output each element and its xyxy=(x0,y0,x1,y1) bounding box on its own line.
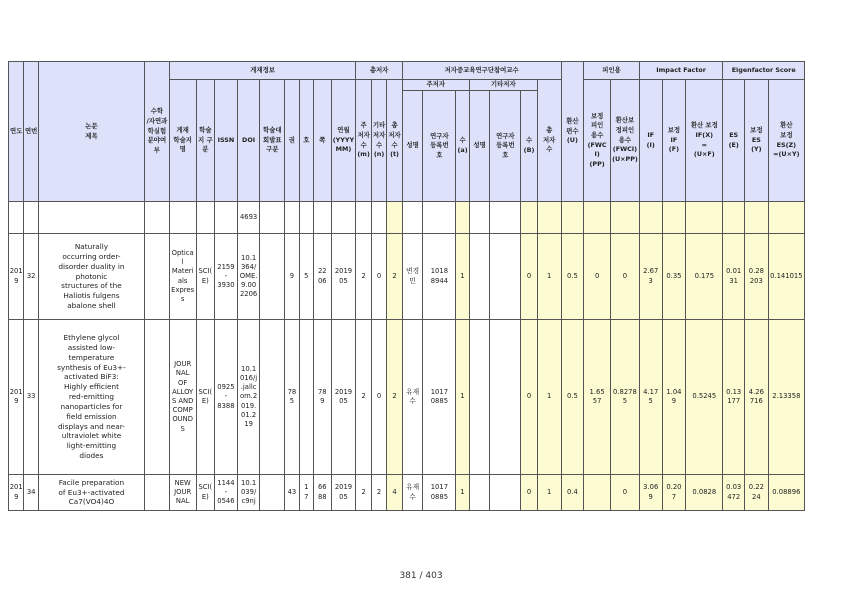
cell-f: 1.04 9 xyxy=(662,320,686,475)
cell-z: 2.13358 xyxy=(768,320,804,475)
header-main-count: 주 저자 수 (m) xyxy=(356,80,371,202)
header-es: ES (E) xyxy=(723,80,745,202)
cell-regno: 1017 0885 xyxy=(423,475,456,511)
cell-z: 0.08896 xyxy=(768,475,804,511)
header-other-regno: 연구자 등록번 호 xyxy=(490,91,521,202)
cell-total: 1 xyxy=(537,320,561,475)
cell-seq: 33 xyxy=(24,320,38,475)
cell-y xyxy=(745,202,769,234)
cell-a: 1 xyxy=(456,234,469,320)
cell-mgmt xyxy=(260,202,285,234)
cell-oregno xyxy=(490,475,521,511)
cell-vol: 78 5 xyxy=(285,320,299,475)
header-issn: ISSN xyxy=(215,80,238,202)
cell-name: 유재 수 xyxy=(402,320,423,475)
cell-math xyxy=(145,320,170,475)
header-participants: 저자중교육연구단참여교수 xyxy=(402,62,561,80)
cell-u xyxy=(561,202,584,234)
cell-oname xyxy=(469,320,490,475)
header-year: 연도 xyxy=(9,62,24,202)
header-no: 호 xyxy=(299,80,313,202)
cell-oname xyxy=(469,475,490,511)
cell-x: 0.0828 xyxy=(686,475,723,511)
cell-doi: 10.1 364/ OME. 9.00 2206 xyxy=(237,234,260,320)
cell-jclass xyxy=(196,202,215,234)
cell-upp xyxy=(611,202,640,234)
cell-upp: 0 xyxy=(611,475,640,511)
cell-f: 0.20 7 xyxy=(662,475,686,511)
cell-pp xyxy=(584,202,611,234)
cell-doi: 10.1 016/j .jallc om.2 019. 01.2 19 xyxy=(237,320,260,475)
cell-vol xyxy=(285,202,299,234)
cell-regno xyxy=(423,202,456,234)
cell-year xyxy=(9,202,24,234)
cell-f: 0.35 xyxy=(662,234,686,320)
cell-oregno xyxy=(490,202,521,234)
cell-e xyxy=(723,202,745,234)
cell-doi: 10.1 039/ c9nj xyxy=(237,475,260,511)
header-math: 수학 /자연과 학실험 분야여 부 xyxy=(145,62,170,202)
cell-m: 2 xyxy=(356,234,371,320)
header-name: 성명 xyxy=(402,91,423,202)
cell-y: 4.26 716 xyxy=(745,320,769,475)
header-other-name: 성명 xyxy=(469,91,490,202)
cell-journal: NEW JOUR NAL xyxy=(169,475,196,511)
cell-no: 5 xyxy=(299,234,313,320)
cell-seq: 32 xyxy=(24,234,38,320)
table-row xyxy=(9,320,805,475)
cell-upp: 0.8278 5 xyxy=(611,320,640,475)
cell-year: 201 9 xyxy=(9,234,24,320)
cell-z xyxy=(768,202,804,234)
cell-oname xyxy=(469,202,490,234)
cell-doi: 4693 xyxy=(237,202,260,234)
header-vol: 권 xyxy=(285,80,299,202)
cell-e: 0.01 31 xyxy=(723,234,745,320)
header-impact-factor: Impact Factor xyxy=(639,62,722,80)
header-seq: 연번 xyxy=(24,62,38,202)
cell-e: 0.03 472 xyxy=(723,475,745,511)
cell-upp: 0 xyxy=(611,234,640,320)
cell-title: Ethylene glycol assisted low- temperature synthesis of Eu3+- activated BiF3: Highly efficient red-emitting nanoparticles for field emission displays and near- ultraviolet white light-emitting diodes xyxy=(38,320,144,475)
cell-x: 0.175 xyxy=(686,234,723,320)
page-number: 381 / 403 xyxy=(399,571,443,581)
cell-m xyxy=(356,202,371,234)
cell-issn xyxy=(215,202,238,234)
header-if: IF (I) xyxy=(639,80,662,202)
cell-i: 2.67 3 xyxy=(639,234,662,320)
header-other-group: 기타저자 xyxy=(469,80,537,91)
header-page: 쪽 xyxy=(314,80,332,202)
header-jclass: 학술 지 구 분 xyxy=(196,80,215,202)
cell-issn: 2159 - 3930 xyxy=(215,234,238,320)
cell-total: 1 xyxy=(537,234,561,320)
cell-issn: 0925 - 8388 xyxy=(215,320,238,475)
cell-f xyxy=(662,202,686,234)
cell-y: 0.28 203 xyxy=(745,234,769,320)
header-other-count: 기타 저자 수 (n) xyxy=(371,80,386,202)
cell-math xyxy=(145,475,170,511)
header-authors: 총저자 xyxy=(356,62,402,80)
cell-n xyxy=(371,202,386,234)
cell-no xyxy=(299,202,313,234)
header-if-adj: 보정 IF (F) xyxy=(662,80,686,202)
cell-n: 0 xyxy=(371,234,386,320)
cell-ym xyxy=(331,202,356,234)
cell-i xyxy=(639,202,662,234)
cell-u: 0.5 xyxy=(561,320,584,475)
header-conv-fwci: 환산보 정피인 용수 (FWCI) (U×PP) xyxy=(611,80,640,202)
cell-jclass: SCI( E) xyxy=(196,234,215,320)
cell-t: 2 xyxy=(387,320,402,475)
cell-vol: 43 xyxy=(285,475,299,511)
cell-mgmt xyxy=(260,234,285,320)
cell-total: 1 xyxy=(537,475,561,511)
cell-year: 201 9 xyxy=(9,475,24,511)
header-ym: 연월 (YYYY MM) xyxy=(331,80,356,202)
cell-pp xyxy=(584,475,611,511)
header-journal: 게재 학술지 명 xyxy=(169,80,196,202)
header-total-authors: 총 저자 수 xyxy=(537,80,561,202)
cell-title: Facile preparation of Eu3+-activated Ca7(VO4)4O xyxy=(38,475,144,511)
cell-ym: 2019 05 xyxy=(331,234,356,320)
cell-b xyxy=(521,202,537,234)
table-row xyxy=(9,202,805,234)
header-mgmt: 학술대 회발표 구분 xyxy=(260,80,285,202)
table-row xyxy=(9,475,805,511)
cell-total xyxy=(537,202,561,234)
cell-year: 201 9 xyxy=(9,320,24,475)
cell-oname xyxy=(469,234,490,320)
cell-name xyxy=(402,202,423,234)
cell-pp: 1.65 57 xyxy=(584,320,611,475)
cell-e: 0.13 177 xyxy=(723,320,745,475)
cell-journal xyxy=(169,202,196,234)
cell-jclass: SCI( E) xyxy=(196,320,215,475)
header-doi: DOI xyxy=(237,80,260,202)
cell-u: 0.5 xyxy=(561,234,584,320)
cell-t xyxy=(387,202,402,234)
header-pubinfo: 게재정보 xyxy=(169,62,356,80)
header-if-conv: 환산 보정 IF(X) = (U×F) xyxy=(686,80,723,202)
cell-i: 4.17 5 xyxy=(639,320,662,475)
cell-ym: 2019 05 xyxy=(331,320,356,475)
cell-journal: JOUR NAL OF ALLOY S AND COMP OUND S xyxy=(169,320,196,475)
cell-seq: 34 xyxy=(24,475,38,511)
cell-mgmt xyxy=(260,475,285,511)
header-es-adj: 보정 ES (Y) xyxy=(745,80,769,202)
cell-regno: 1018 8944 xyxy=(423,234,456,320)
cell-y: 0.22 24 xyxy=(745,475,769,511)
header-title: 논문 제목 xyxy=(38,62,144,202)
cell-n: 2 xyxy=(371,475,386,511)
cell-oregno xyxy=(490,234,521,320)
cell-a: 1 xyxy=(456,320,469,475)
header-citation: 피인용 xyxy=(584,62,640,80)
cell-math xyxy=(145,234,170,320)
cell-no xyxy=(299,320,313,475)
cell-page: 78 9 xyxy=(314,320,332,475)
cell-title: Naturally occurring order- disorder duality in photonic structures of the Haliotis fulgens abalone shell xyxy=(38,234,144,320)
cell-a xyxy=(456,202,469,234)
cell-no: 1 7 xyxy=(299,475,313,511)
cell-seq xyxy=(24,202,38,234)
cell-math xyxy=(145,202,170,234)
header-regno: 연구자 등록번 호 xyxy=(423,91,456,202)
cell-x xyxy=(686,202,723,234)
header-main-group: 주저자 xyxy=(402,80,469,91)
cell-i: 3.06 9 xyxy=(639,475,662,511)
cell-page: 66 88 xyxy=(314,475,332,511)
header-conv: 환산 편수 (U) xyxy=(561,62,584,202)
cell-m: 2 xyxy=(356,320,371,475)
cell-b: 0 xyxy=(521,234,537,320)
cell-journal: Optica l Materi als Expres s xyxy=(169,234,196,320)
cell-b: 0 xyxy=(521,320,537,475)
cell-name: 유재 수 xyxy=(402,475,423,511)
cell-n: 0 xyxy=(371,320,386,475)
cell-jclass: SCI( E) xyxy=(196,475,215,511)
cell-issn: 1144 - 0546 xyxy=(215,475,238,511)
cell-t: 4 xyxy=(387,475,402,511)
cell-regno: 1017 0885 xyxy=(423,320,456,475)
cell-pp: 0 xyxy=(584,234,611,320)
header-fwci: 보정 피인 용수 (FWC I) (PP) xyxy=(584,80,611,202)
header-a: 수 (a) xyxy=(456,91,469,202)
header-total-count: 총 저자 수 (t) xyxy=(387,80,402,202)
cell-title xyxy=(38,202,144,234)
header-b: 수 (B) xyxy=(521,91,537,202)
cell-b: 0 xyxy=(521,475,537,511)
cell-vol: 9 xyxy=(285,234,299,320)
cell-t: 2 xyxy=(387,234,402,320)
cell-mgmt xyxy=(260,320,285,475)
cell-x: 0.5245 xyxy=(686,320,723,475)
cell-a: 1 xyxy=(456,475,469,511)
cell-name: 변경 민 xyxy=(402,234,423,320)
header-eigenfactor: Eigenfactor Score xyxy=(723,62,805,80)
cell-u: 0.4 xyxy=(561,475,584,511)
cell-oregno xyxy=(490,320,521,475)
table-row xyxy=(9,234,805,320)
cell-ym: 2019 05 xyxy=(331,475,356,511)
cell-page xyxy=(314,202,332,234)
cell-m: 2 xyxy=(356,475,371,511)
research-table xyxy=(8,61,805,511)
cell-z: 0.141015 xyxy=(768,234,804,320)
header-es-conv: 환산 보정 ES(Z) =(U×Y) xyxy=(768,80,804,202)
cell-page: 22 06 xyxy=(314,234,332,320)
